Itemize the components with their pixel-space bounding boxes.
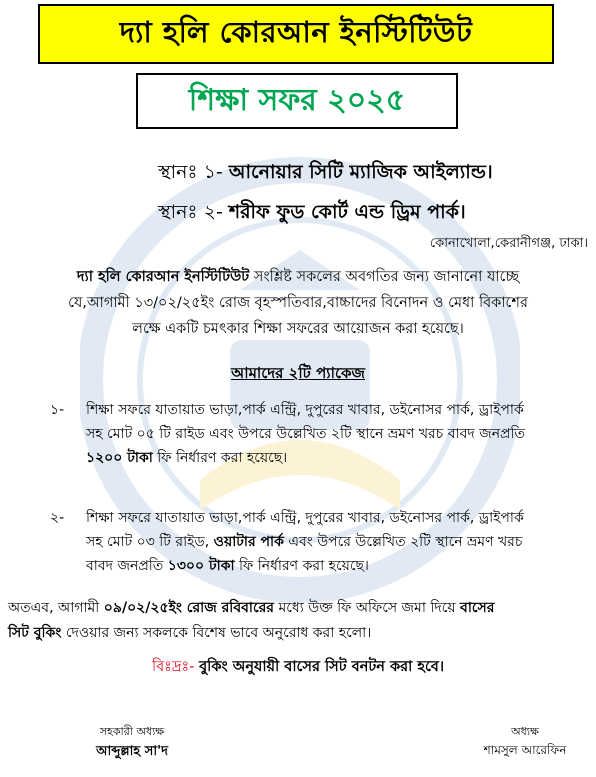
venue-1-name: আনোয়ার সিটি ম্যাজিক আইল্যান্ড।: [228, 161, 493, 183]
package-2-line-3-rest: ফি নির্ধারণ করা হয়েছে।: [234, 558, 369, 574]
package-1-line-2: সহ মোট ০৫ টি রাইড এবং উপরে উল্লেখিত ২টি স্থানে ভ্রমণ খরচ বাবদ জনপ্রতি: [86, 426, 526, 442]
packages-heading-text: আমাদের ২টি প্যাকেজ: [231, 364, 365, 382]
notice-line-3: লক্ষে একটি চমৎকার শিক্ষা সফরের আয়োজন করা হয়েছে।: [132, 321, 464, 337]
package-2-body: [86, 506, 586, 578]
venue-2: [158, 198, 466, 230]
notice-line-1-rest: সংশ্লিষ্ট সকলের অবগতির জন্য জানানো যাচ্ছে: [249, 269, 520, 285]
notice-line-2: যে,আগামী ১৩/০২/২৫ইং রোজ বৃহস্পতিবার,বাচ্চাদের বিনোদন ও মেধা বিকাশের: [68, 295, 528, 311]
closing-seat-booking: সিট বুকিং: [8, 625, 62, 641]
closing-line-2-rest: দেওয়ার জন্য সকলকে বিশেষ ভাবে অনুরোধ করা হলো।: [61, 625, 372, 641]
package-1-line-1: শিক্ষা সফরে যাতায়াত ভাড়া,পার্ক এন্ট্রি, দুপুরের খাবার, ডইনোসর পার্ক, ড্রাইপার্ক: [86, 402, 524, 418]
venue-location: কোনাখোলা,কেরানীগঞ্জ, ঢাকা।: [429, 236, 588, 251]
signature-right-name: শামসুল আরেফিন: [483, 743, 567, 757]
closing-bus-word: বাসের: [460, 600, 495, 616]
closing-line-1-a: অতএব, আগামী: [8, 600, 104, 616]
package-1-body: [86, 398, 586, 470]
package-1-price: ১২০০ টাকা: [86, 450, 153, 466]
notice-institute-name: দ্যা হলি কোরআন ইনস্টিটিউট: [76, 269, 250, 285]
notice-line-1: [8, 264, 588, 290]
venue-2-label: স্থানঃ ২-: [158, 201, 229, 223]
package-2-line-1: শিক্ষা সফরে যাতায়াত ভাড়া,পার্ক এন্ট্রি, দুপুরের খাবার, ডইনোসর পার্ক, ড্রাইপার্ক: [86, 510, 524, 526]
closing-paragraph: [8, 596, 588, 646]
signature-right-role: অধ্যক্ষ: [511, 725, 539, 738]
package-2-line-2: [86, 530, 586, 554]
signature-left-name: আব্দুল্লাহ সা'দ: [96, 744, 168, 759]
package-2-number: ২-: [50, 510, 65, 526]
signature-assistant-principal: [62, 723, 202, 763]
venue-1-label: স্থানঃ ১-: [158, 161, 229, 183]
note-line: [0, 656, 596, 680]
package-2-line-2-a: সহ মোট ০৩ টি রাইড,: [86, 534, 214, 550]
venue-1: [158, 158, 493, 190]
package-2-water-park: ওয়াটার পার্ক: [213, 534, 284, 550]
package-2-line-3-a: বাবদ জনপ্রতি: [86, 558, 168, 574]
institute-title: দ্যা হলি কোরআন ইনস্টিটিউট: [38, 4, 554, 64]
closing-line-1: [8, 596, 588, 621]
note-text: বুকিং অনুযায়ী বাসের সিট বনটন করা হবে।: [199, 659, 445, 675]
closing-line-2: [8, 621, 588, 646]
signature-left-role: সহকারী অধ্যক্ষ: [99, 725, 165, 738]
packages-heading: [0, 362, 596, 387]
note-prefix: বিঃদ্রঃ-: [151, 659, 200, 675]
closing-deadline: ০৯/০২/২৫ইং রোজ রবিবারের: [103, 600, 274, 616]
signature-principal: [460, 723, 590, 762]
closing-line-1-b: মধ্যে উক্ত ফি অফিসে জমা দিয়ে: [274, 600, 461, 616]
package-1-number: ১-: [50, 402, 65, 418]
package-2-line-2-b: এবং উপরে উল্লেখিত ২টি স্থানে ভ্রমণ খরচ: [283, 534, 523, 550]
package-1-line-3: [86, 446, 586, 470]
package-2-price: ১৩০০ টাকা: [167, 558, 235, 574]
trip-title: শিক্ষা সফর ২০২৫: [136, 73, 458, 129]
package-1-line-3-rest: ফি নির্ধারণ করা হয়েছে।: [152, 450, 288, 466]
venue-2-name: শরীফ ফুড কোর্ট এন্ড ড্রিম পার্ক।: [228, 201, 466, 223]
notice-paragraph: [8, 264, 588, 342]
package-2-line-3: [86, 554, 586, 578]
